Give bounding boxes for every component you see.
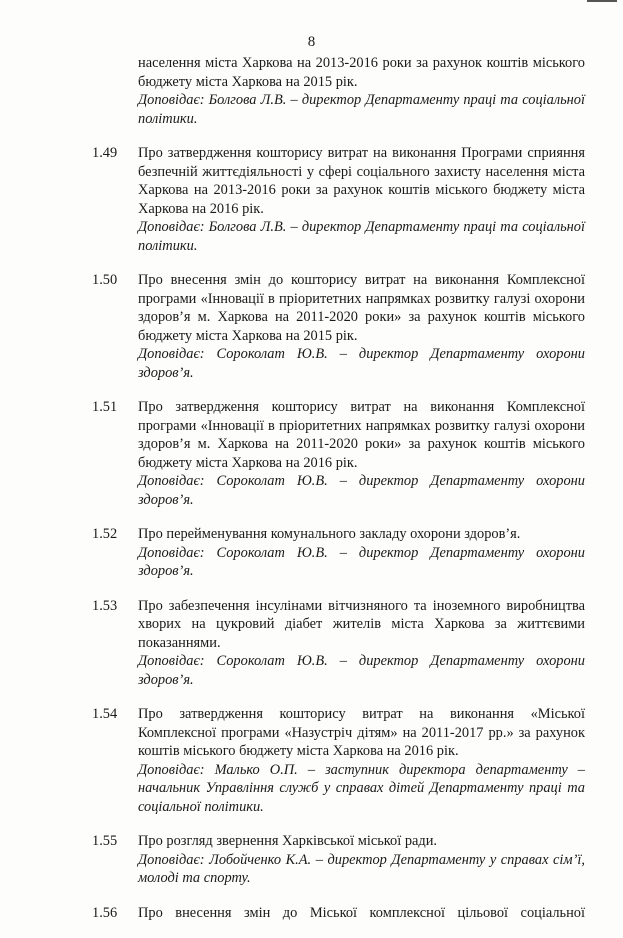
item-number: 1.51 <box>92 399 118 415</box>
agenda-item <box>0 904 623 923</box>
item-number: 1.56 <box>92 904 118 921</box>
agenda-item <box>0 398 623 509</box>
item-reporter: Доповідає: Лобойченко К.А. – директор Департаменту у справах сім’ї, молоді та спорту. <box>138 851 585 886</box>
item-reporter: Доповідає: Сороколат Ю.В. – директор Департаменту охорони здоров’я. <box>138 544 585 579</box>
item-title: Про затвердження кошторису витрат на виконання Програми сприяння безпечній життєдіяльності у сфері соціального захисту населення міста Харкова на 2013-2016 роки за рахунок коштів міського бюджету міста Харкова на 2016 рік. <box>138 145 585 217</box>
item-reporter: Доповідає: Болгова Л.В. – директор Департаменту праці та соціальної політики. <box>138 219 585 254</box>
item-title: Про забезпечення інсулінами вітчизняного та іноземного виробництва хворих на цукровий діабет жителів міста Харкова за життєвими показаннями. <box>138 597 585 651</box>
item-reporter: Доповідає: Малько О.П. – заступник директора департаменту – начальник Управління служб у справах дітей Департаменту праці та соціальної політики. <box>138 761 585 815</box>
item-reporter: Доповідає: Болгова Л.В. – директор Департаменту праці та соціальної політики. <box>138 92 585 127</box>
item-title: Про внесення змін до кошторису витрат на виконання Комплексної програми «Інновації в пріоритетних напрямках розвитку галузі охорони здоров’я м. Харкова на 2011-2020 роки» за рахунок коштів міського бюджету міста Харкова на 2015 рік. <box>138 272 585 344</box>
agenda-item <box>0 271 623 382</box>
agenda-list <box>0 54 623 938</box>
item-title: Про перейменування комунального закладу охорони здоров’я. <box>138 526 521 542</box>
item-number: 1.53 <box>92 597 118 614</box>
item-number: 1.50 <box>92 272 118 288</box>
item-title: Про затвердження кошторису витрат на виконання «Міської Комплексної програми «Назустріч дітям» на 2011-2017 рр.» за рахунок коштів міського бюджету міста Харкова на 2016 рік. <box>138 706 585 759</box>
item-reporter: Доповідає: Сороколат Ю.В. – директор Департаменту охорони здоров’я. <box>138 473 585 508</box>
item-title: населення міста Харкова на 2013-2016 роки за рахунок коштів міського бюджету міста Харкова на 2015 рік. <box>138 55 585 90</box>
page-number: 8 <box>307 34 316 50</box>
agenda-item <box>0 705 623 816</box>
item-title: Про затвердження кошторису витрат на виконання Комплексної програми «Інновації в пріоритетних напрямках розвитку галузі охорони здоров’я м. Харкова на 2011-2020 роки» за рахунок коштів міського бюджету міста Харкова на 2016 рік. <box>138 399 585 471</box>
agenda-item <box>0 597 623 690</box>
item-number: 1.55 <box>92 833 118 849</box>
continued-item <box>138 54 585 128</box>
item-number: 1.52 <box>92 526 118 542</box>
item-number: 1.54 <box>92 706 118 722</box>
item-title: Про внесення змін до Міської комплексної цільової соціальної <box>138 904 585 921</box>
item-reporter: Доповідає: Сороколат Ю.В. – директор Департаменту охорони здоров’я. <box>138 653 585 688</box>
scan-edge-mark <box>587 0 617 2</box>
agenda-item <box>0 832 623 888</box>
agenda-item <box>0 525 623 581</box>
agenda-item <box>0 144 623 255</box>
item-reporter: Доповідає: Сороколат Ю.В. – директор Департаменту охорони здоров’я. <box>138 346 585 381</box>
item-title: Про розгляд звернення Харківської міської ради. <box>138 833 438 849</box>
item-number: 1.49 <box>92 145 118 161</box>
